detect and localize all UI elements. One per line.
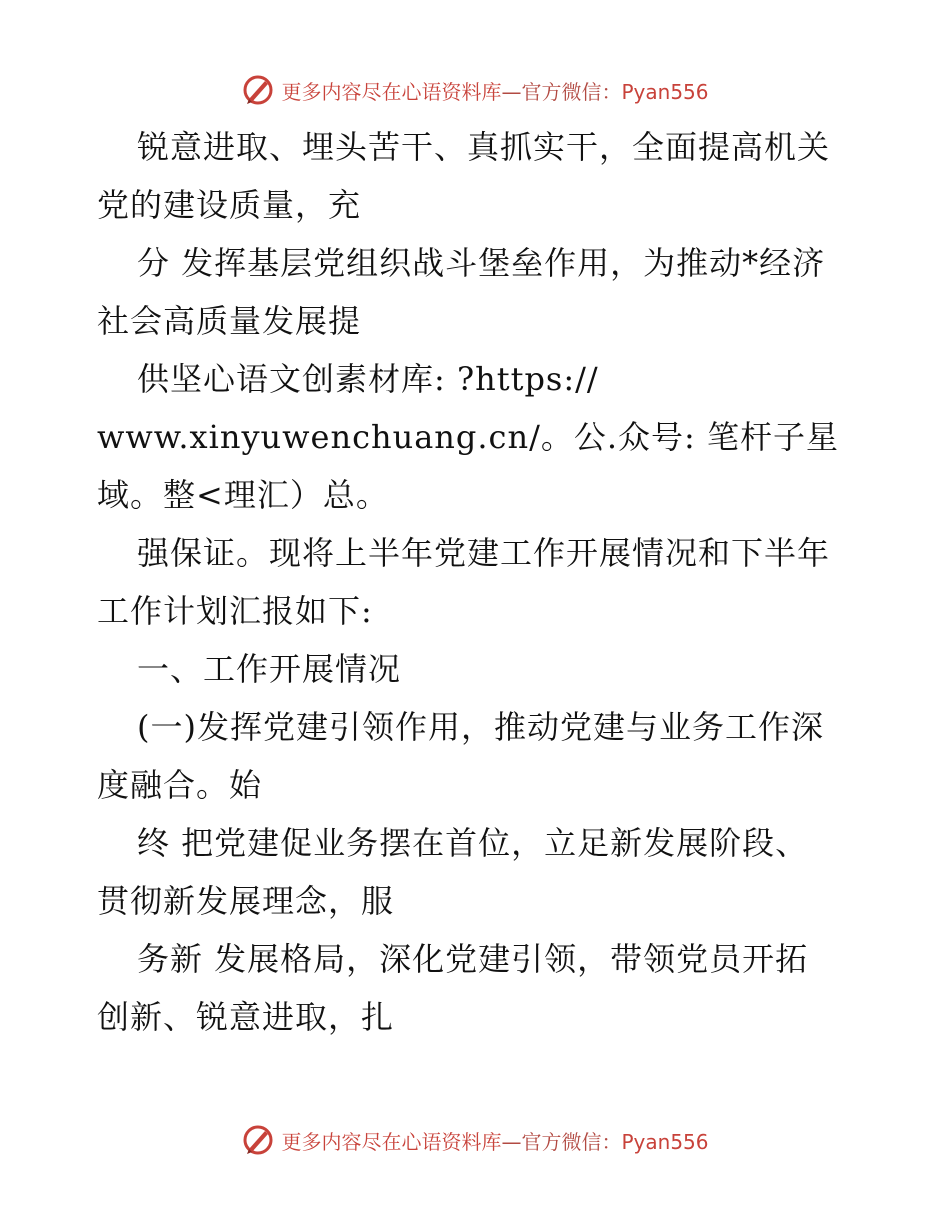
watermark-text	[281, 1126, 708, 1155]
document-line: www.xinyuwenchuang.cn/。公.众号: 笔杆子星	[97, 418, 839, 456]
document-line: 贯彻新发展理念，服	[97, 882, 395, 920]
watermark-banner-top	[0, 70, 950, 110]
document-line: (一)发挥党建引领作用，推动党建与业务工作深	[137, 708, 824, 746]
document-body	[97, 118, 857, 1046]
document-line: 终 把党建促业务摆在首位，立足新发展阶段、	[137, 824, 809, 862]
document-line: 供坚心语文创素材库: ?https://	[137, 360, 599, 398]
watermark-main: 更多内容尽在心语资料库	[281, 1129, 502, 1154]
pen-logo-icon	[241, 1123, 275, 1157]
watermark-banner-bottom	[0, 1120, 950, 1160]
document-line: 党的建设质量，充	[97, 186, 362, 224]
watermark-contact-id: Pyan556	[621, 79, 709, 104]
document-line: 一、工作开展情况	[137, 650, 402, 688]
watermark-contact-label: 官方微信：	[521, 1129, 622, 1154]
watermark-separator: —	[501, 79, 522, 104]
document-line: 锐意进取、埋头苦干、真抓实干，全面提高机关	[137, 128, 831, 166]
watermark-main: 更多内容尽在心语资料库	[281, 79, 502, 104]
document-line: 度融合。始	[97, 766, 263, 804]
document-line: 强保证。现将上半年党建工作开展情况和下半年	[137, 534, 831, 572]
document-line: 域。整<理汇）总。	[97, 476, 389, 514]
pen-logo-icon	[241, 73, 275, 107]
watermark-contact-label: 官方微信：	[521, 79, 622, 104]
document-line: 务新 发展格局，深化党建引领，带领党员开拓	[137, 940, 809, 978]
watermark-text	[281, 76, 708, 105]
document-line: 分 发挥基层党组织战斗堡垒作用，为推动*经济	[137, 244, 826, 282]
watermark-contact-id: Pyan556	[621, 1129, 709, 1154]
document-line: 工作计划汇报如下:	[97, 592, 373, 630]
document-line: 社会高质量发展提	[97, 302, 362, 340]
watermark-separator: —	[501, 1129, 522, 1154]
document-line: 创新、锐意进取，扎	[97, 998, 395, 1036]
